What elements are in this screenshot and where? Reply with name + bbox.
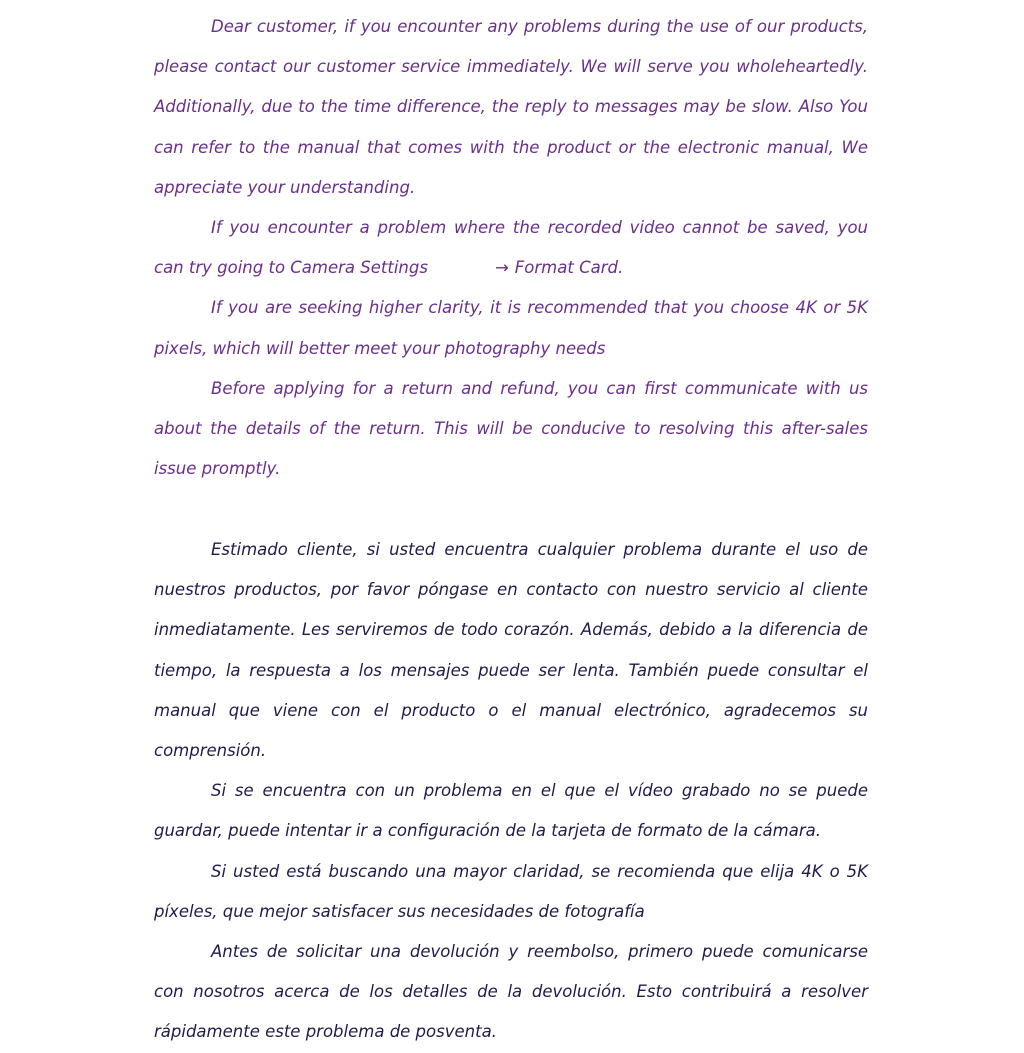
- english-paragraph-video-save: [154, 208, 868, 288]
- english-notice: [154, 7, 868, 489]
- spanish-paragraph-video-save: Si se encuentra con un problema en el que el vídeo grabado no se puede guardar, puede intentar ir a configuración de la tarjeta de formato de la cámara.: [154, 781, 868, 841]
- spanish-paragraph-return: Antes de solicitar una devolución y reembolso, primero puede comunicarse con nosotros acerca de los detalles de la devolución. Esto contribuirá a resolver rápidamente este problema de posventa.: [154, 942, 868, 1042]
- spanish-notice: [154, 530, 868, 1053]
- arrow-right-icon: →: [494, 258, 509, 278]
- spanish-paragraph-clarity: Si usted está buscando una mayor claridad, se recomienda que elija 4K o 5K píxeles, que mejor satisfacer sus necesidades de fotografía: [154, 861, 868, 921]
- english-video-save-text: If you encounter a problem where the recorded video cannot be saved, you can try going to Camera Settings: [154, 218, 868, 278]
- spanish-paragraph-contact: Estimado cliente, si usted encuentra cualquier problema durante el uso de nuestros productos, por favor póngase en contacto con nuestro servicio al cliente inmediatamente. Les serviremos de todo corazón. Además, debido a la diferencia de tiempo, la respuesta a los mensajes puede ser lenta. También puede consultar el manual que viene con el producto o el manual electrónico, agradecemos su comprensión.: [154, 540, 868, 761]
- english-paragraph-return: Before applying for a return and refund, you can first communicate with us about the details of the return. This will be conducive to resolving this after-sales issue promptly.: [154, 378, 868, 479]
- english-paragraph-contact: Dear customer, if you encounter any problems during the use of our products, please contact our customer service immediately. We will serve you wholeheartedly. Additionally, due to the time difference, the reply to messages may be slow. Also You can refer to the manual that comes with the product or the electronic manual, We appreciate your understanding.: [154, 17, 868, 197]
- english-paragraph-clarity: If you are seeking higher clarity, it is recommended that you choose 4K or 5K pixels, which will better meet your photography needs: [154, 298, 868, 358]
- english-format-card-text: Format Card.: [514, 258, 624, 278]
